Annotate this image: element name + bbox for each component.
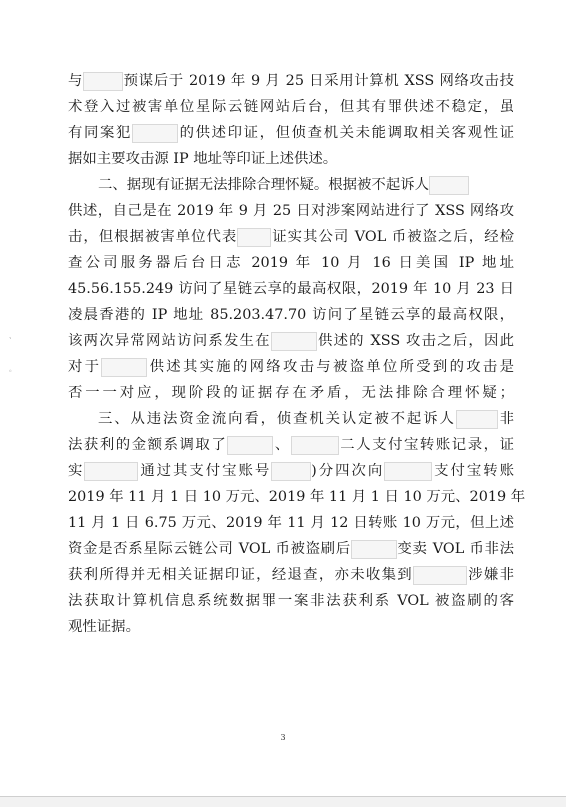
- text-line: [68, 354, 514, 380]
- text-line: [68, 380, 514, 406]
- redaction-box: [132, 124, 178, 143]
- text-segment: 法获取计算机信息系统数据罪一案非法获利系 VOL 被盗刷的客: [68, 593, 514, 609]
- redaction-box: [384, 462, 432, 481]
- redaction-box: [237, 228, 271, 247]
- page-edge: [0, 796, 566, 797]
- text-segment: 支付宝转账: [432, 463, 514, 479]
- text-line: [68, 328, 514, 354]
- redaction-box: [291, 436, 339, 455]
- text-line: [68, 146, 514, 172]
- redaction-box: [271, 462, 311, 481]
- margin-mark: 、: [9, 332, 16, 340]
- text-segment: 供述，自己是在 2019 年 9 月 25 日对涉案网站进行了 XSS 网络攻: [68, 203, 514, 219]
- text-segment: 11 月 1 日 6.75 万元、2019 年 11 月 12 日转账 10 万元，但上述: [68, 515, 514, 531]
- redaction-box: [84, 462, 138, 481]
- text-line: [68, 224, 514, 250]
- text-segment: 对于: [68, 359, 102, 375]
- text-segment: 2019 年 11 月 1 日 10 万元、2019 年 11 月 1 日 10 万元、2019 年: [68, 489, 526, 505]
- margin-mark: 。: [9, 365, 16, 373]
- text-segment: 三、从违法资金流向看，侦查机关认定被不起诉人: [98, 411, 456, 427]
- redaction-box: [456, 410, 498, 429]
- text-segment: 证实其公司 VOL 币被盗之后，经检: [271, 229, 514, 245]
- text-line: [68, 484, 526, 510]
- text-segment: 该两次异常网站访问系发生在: [68, 333, 271, 349]
- text-line: [68, 432, 514, 458]
- page-number: 3: [280, 733, 286, 742]
- text-line: [68, 68, 514, 94]
- text-segment: 击，但根据被害单位代表: [68, 229, 238, 245]
- redaction-box: [83, 72, 123, 91]
- text-segment: 获利所得并无相关证据印证，经退查，亦未收集到: [68, 567, 413, 583]
- text-segment: 通过其支付宝账号: [138, 463, 272, 479]
- text-segment: 供述的 XSS 攻击之后，因此: [316, 333, 514, 349]
- text-line: [68, 94, 514, 120]
- text-segment: 供述其实施的网络攻击与被盗单位所受到的攻击是: [147, 359, 514, 375]
- text-line: [68, 614, 514, 640]
- text-segment: 否一一对应，现阶段的证据存在矛盾，无法排除合理怀疑；: [68, 385, 514, 401]
- text-line: [68, 120, 514, 146]
- text-segment: 涉嫌非: [466, 567, 514, 583]
- text-segment: 、: [273, 437, 291, 453]
- text-segment: 非: [497, 411, 514, 427]
- redaction-box: [227, 436, 273, 455]
- redaction-box: [413, 566, 467, 585]
- redaction-box: [101, 358, 147, 377]
- text-segment: 的供述印证，但侦查机关未能调取相关客观性证: [178, 125, 514, 141]
- text-segment: 变卖 VOL 币非法: [396, 541, 514, 557]
- text-segment: )分四次向: [311, 463, 385, 479]
- text-line: [68, 250, 514, 276]
- text-segment: 实: [68, 463, 85, 479]
- text-line: [98, 172, 514, 198]
- text-segment: 与: [68, 73, 84, 89]
- redaction-box: [271, 332, 317, 351]
- text-segment: 45.56.155.249 访问了星链云享的最高权限，2019 年 10 月 23 日: [68, 281, 514, 297]
- text-line: [68, 458, 514, 484]
- text-line: [68, 510, 514, 536]
- text-segment: 二、据现有证据无法排除合理怀疑。根据被不起诉人: [98, 177, 429, 193]
- text-line: [68, 198, 514, 224]
- text-segment: 法获利的金额系调取了: [68, 437, 228, 453]
- text-segment: 术登入过被害单位星际云链网站后台，但其有罪供述不稳定，虽: [68, 99, 514, 115]
- text-line: [68, 302, 514, 328]
- text-segment: 观性证据。: [68, 619, 140, 635]
- redaction-box: [429, 176, 469, 195]
- text-line: [68, 276, 514, 302]
- text-segment: 二人支付宝转账记录，证: [338, 437, 514, 453]
- redaction-box: [351, 540, 397, 559]
- text-line: [98, 406, 514, 432]
- text-segment: 查公司服务器后台日志 2019 年 10 月 16 日美国 IP 地址: [68, 255, 514, 271]
- text-line: [68, 588, 514, 614]
- text-line: [68, 562, 514, 588]
- text-segment: 预谋后于 2019 年 9 月 25 日采用计算机 XSS 网络攻击技: [123, 73, 514, 89]
- text-segment: 据如主要攻击源 IP 地址等印证上述供述。: [68, 151, 338, 167]
- text-segment: 凌晨香港的 IP 地址 85.203.47.70 访问了星链云享的最高权限，: [68, 307, 514, 323]
- text-segment: 资金是否系星际云链公司 VOL 币被盗刷后: [68, 541, 351, 557]
- text-segment: 有同案犯: [68, 125, 132, 141]
- text-line: [68, 536, 514, 562]
